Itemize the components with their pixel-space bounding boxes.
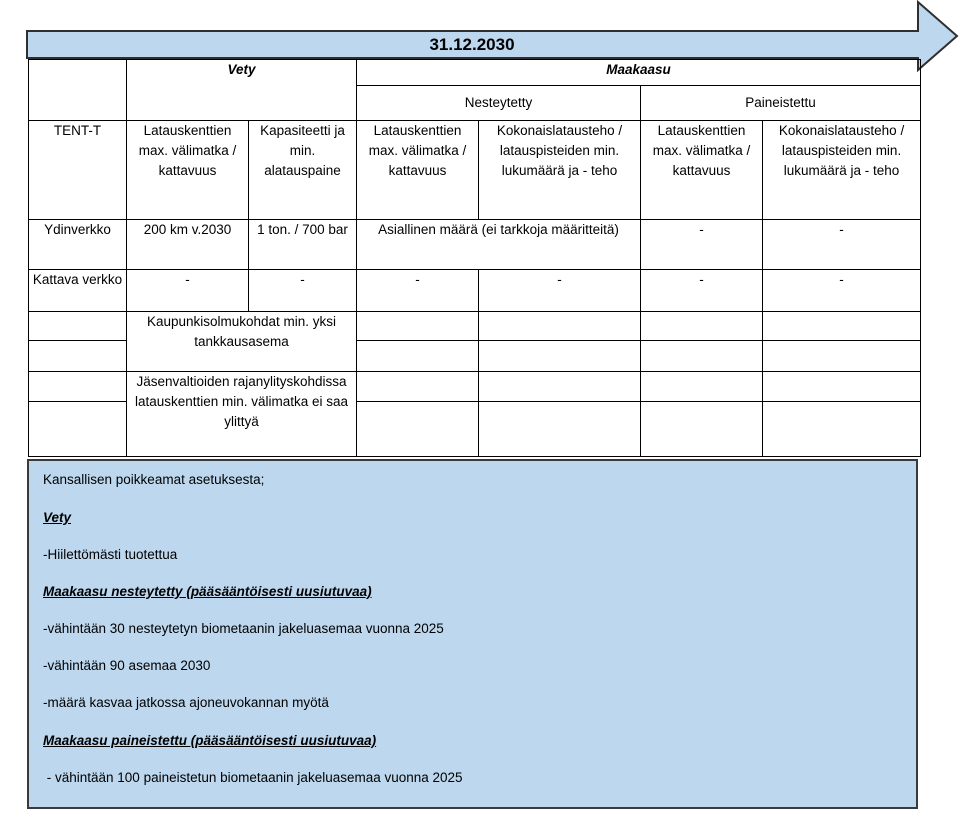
row-label-ydinverkko: Ydinverkko (29, 220, 127, 270)
empty-cell (357, 402, 479, 457)
empty-cell (29, 372, 127, 402)
notes-nest-item-2: -vähintään 90 asemaa 2030 (43, 658, 211, 673)
empty-cell (29, 312, 127, 341)
empty-cell (479, 312, 641, 341)
empty-cell (357, 341, 479, 372)
row-label-kattava: Kattava verkko (29, 270, 127, 312)
empty-cell (763, 372, 921, 402)
col-header-vety-lataus: Latauskenttien max. välimatka / kattavuus (127, 121, 249, 220)
kattava-vety-lataus: - (127, 270, 249, 312)
blank-corner-cell (29, 60, 127, 121)
col-header-nest-lataus: Latauskenttien max. välimatka / kattavuus (357, 121, 479, 220)
kattava-pain-kokonais: - (763, 270, 921, 312)
note-jasenvaltioiden: Jäsenvaltioiden rajanylityskohdissa latauskenttien min. välimatka ei saa ylittyä (127, 372, 357, 457)
ydin-pain-kokonais: - (763, 220, 921, 270)
group-header-maakaasu: Maakaasu (357, 60, 921, 86)
empty-cell (357, 372, 479, 402)
empty-cell (641, 402, 763, 457)
requirements-table (28, 59, 921, 457)
ydin-vety-kapasiteetti: 1 ton. / 700 bar (249, 220, 357, 270)
col-header-vety-kapasiteetti: Kapasiteetti ja min. alatauspaine (249, 121, 357, 220)
subheader-paineistettu: Paineistettu (641, 86, 921, 121)
col-header-pain-kokonais: Kokonaislatausteho / latauspisteiden min. lukumäärä ja - teho (763, 121, 921, 220)
subheader-nesteytetty: Nesteytetty (357, 86, 641, 121)
kattava-pain-lataus: - (641, 270, 763, 312)
empty-cell (479, 402, 641, 457)
empty-cell (479, 341, 641, 372)
ydin-nesteytetty: Asiallinen määrä (ei tarkkoja määritteitä) (357, 220, 641, 270)
empty-cell (763, 341, 921, 372)
empty-cell (763, 312, 921, 341)
ydin-pain-lataus: - (641, 220, 763, 270)
notes-intro: Kansallisen poikkeamat asetuksesta; (43, 472, 265, 487)
notes-heading-vety: Vety (43, 510, 72, 525)
empty-cell (763, 402, 921, 457)
group-header-vety: Vety (127, 60, 357, 121)
kattava-nest-kokonais: - (479, 270, 641, 312)
kattava-vety-kapasiteetti: - (249, 270, 357, 312)
kattava-nest-lataus: - (357, 270, 479, 312)
col-header-tent: TENT-T (29, 121, 127, 220)
notes-nest-item-3: -määrä kasvaa jatkossa ajoneuvokannan myötä (43, 695, 329, 710)
empty-cell (357, 312, 479, 341)
notes-heading-nesteytetty: Maakaasu nesteytetty (pääsääntöisesti uusiutuvaa) (43, 584, 372, 599)
notes-vety-item: -Hiilettömästi tuotettua (43, 547, 178, 562)
arrow-date-title: 31.12.2030 (429, 35, 515, 54)
empty-cell (29, 341, 127, 372)
ydin-vety-lataus: 200 km v.2030 (127, 220, 249, 270)
notes-pain-item-1: - vähintään 100 paineistetun biometaanin jakeluasemaa vuonna 2025 (43, 770, 463, 785)
empty-cell (641, 312, 763, 341)
notes-heading-paineistettu: Maakaasu paineistettu (pääsääntöisesti uusiutuvaa) (43, 733, 377, 748)
note-kaupunkisolmukohdat: Kaupunkisolmukohdat min. yksi tankkausasema (127, 312, 357, 372)
national-deviations-box (27, 459, 918, 809)
empty-cell (29, 402, 127, 457)
empty-cell (479, 372, 641, 402)
empty-cell (641, 341, 763, 372)
empty-cell (641, 372, 763, 402)
col-header-nest-kokonais: Kokonaislatausteho / latauspisteiden min. lukumäärä ja - teho (479, 121, 641, 220)
notes-nest-item-1: -vähintään 30 nesteytetyn biometaanin jakeluasemaa vuonna 2025 (43, 621, 444, 636)
col-header-pain-lataus: Latauskenttien max. välimatka / kattavuus (641, 121, 763, 220)
